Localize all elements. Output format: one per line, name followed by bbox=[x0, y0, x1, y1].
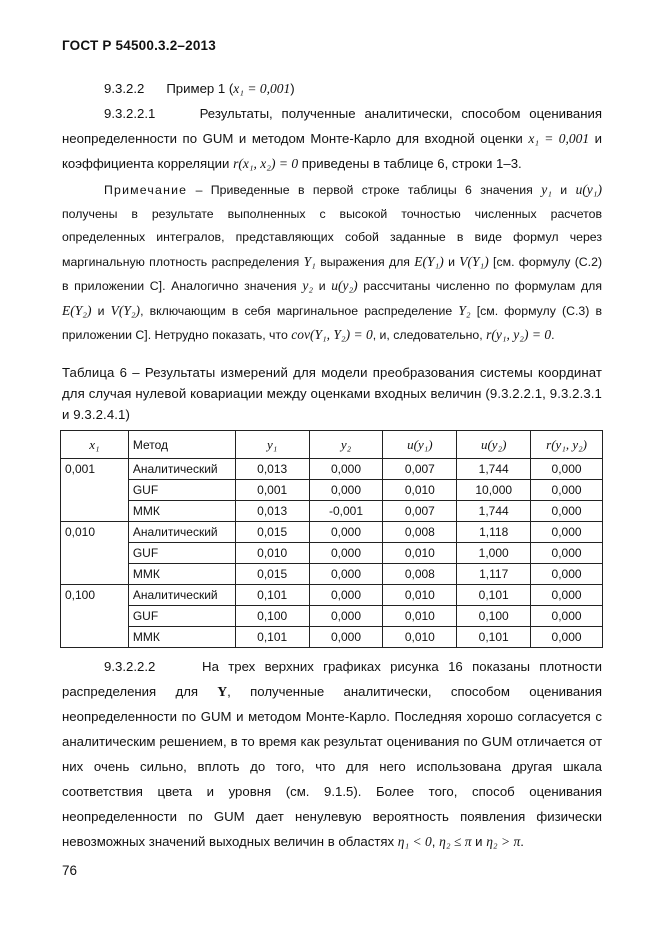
value-cell: 0,101 bbox=[235, 627, 309, 648]
value-cell: 0,008 bbox=[383, 522, 457, 543]
value-cell: 0,000 bbox=[531, 585, 603, 606]
value-cell: 0,010 bbox=[383, 480, 457, 501]
table-row bbox=[61, 543, 603, 564]
table-row bbox=[61, 522, 603, 543]
value-cell: 0,007 bbox=[383, 501, 457, 522]
value-cell: 0,008 bbox=[383, 564, 457, 585]
method-cell: ММК bbox=[128, 501, 235, 522]
column-header-r-y1-y2: r(y₁, y₂) bbox=[531, 431, 603, 459]
value-cell: 0,000 bbox=[309, 585, 383, 606]
section-number: 9.3.2.2.2 bbox=[104, 659, 156, 674]
formula: Y₂ bbox=[458, 302, 471, 318]
value-cell: 0,000 bbox=[531, 564, 603, 585]
paren-close: ) bbox=[290, 81, 295, 96]
formula: y₁ bbox=[541, 182, 552, 197]
value-cell: 0,000 bbox=[309, 480, 383, 501]
text: получены в результате выполненных с высокой точностью численных расчетов определенных интегралов, представляющих собой заданные в виде формул через маргинальную плотность распределения bbox=[62, 206, 602, 269]
formula: V(Y₂) bbox=[110, 302, 141, 318]
formula: u(y₁) bbox=[575, 182, 602, 197]
column-header-u-y2: u(y₂) bbox=[457, 431, 531, 459]
paragraph-example-1 bbox=[62, 76, 602, 101]
formula: r(y₁, y₂) = 0 bbox=[486, 327, 552, 342]
text: и bbox=[97, 303, 105, 318]
paragraph-9-3-2-2-1 bbox=[62, 101, 602, 176]
value-cell: 0,000 bbox=[309, 543, 383, 564]
method-cell: Аналитический bbox=[128, 522, 235, 543]
value-cell: 0,013 bbox=[235, 501, 309, 522]
value-cell: 1,744 bbox=[457, 501, 531, 522]
column-header-y1: y₁ bbox=[235, 431, 309, 459]
value-cell: 0,000 bbox=[531, 606, 603, 627]
value-cell: 0,010 bbox=[383, 627, 457, 648]
method-cell: GUF bbox=[128, 543, 235, 564]
note-label: Примечание bbox=[104, 183, 188, 197]
value-cell: 1,117 bbox=[457, 564, 531, 585]
section-number: 9.3.2.2 bbox=[104, 81, 145, 96]
text: , и, следовательно, bbox=[372, 328, 483, 342]
text: – Приведенные в первой строке таблицы 6 значения bbox=[195, 183, 533, 197]
value-cell: 0,015 bbox=[235, 522, 309, 543]
value-cell: 0,000 bbox=[309, 522, 383, 543]
table-row bbox=[61, 459, 603, 480]
text: и bbox=[318, 279, 326, 293]
formula: Y bbox=[217, 684, 228, 699]
value-cell: 0,000 bbox=[309, 627, 383, 648]
method-cell: ММК bbox=[128, 564, 235, 585]
table-row bbox=[61, 585, 603, 606]
text: , полученные аналитически, способом оценивания неопределенности по GUM и методом Монте-Карло. Последняя хорошо согласуется с аналитическим решением, в то время как результат оценивания по GUM отличается от них очень сильно, вплоть до того, что для него использована другая шкала соответствия цвета и уровня (см. 9.1.5). Более того, способ оценивания неопределенности по GUM дает ненулевую вероятность появления физически невозможных значений выходных величин в областях bbox=[62, 684, 602, 849]
table-row bbox=[61, 480, 603, 501]
formula: V(Y₁) bbox=[459, 253, 489, 269]
text: , включающим в себя маргинальное распределение bbox=[140, 303, 453, 318]
value-cell: 0,007 bbox=[383, 459, 457, 480]
formula: E(Y₂) bbox=[62, 302, 92, 318]
x1-value-cell: 0,001 bbox=[61, 459, 129, 522]
formula: r(x₁, x₂) = 0 bbox=[233, 156, 299, 171]
value-cell: 0,000 bbox=[531, 522, 603, 543]
value-cell: 0,000 bbox=[309, 564, 383, 585]
standard-header: ГОСТ Р 54500.3.2–2013 bbox=[62, 38, 216, 53]
text: и bbox=[448, 254, 455, 269]
value-cell: 0,010 bbox=[383, 585, 457, 606]
page-number: 76 bbox=[62, 863, 78, 878]
value-cell: 0,101 bbox=[457, 627, 531, 648]
value-cell: 0,101 bbox=[235, 585, 309, 606]
column-header-x1: x₁ bbox=[61, 431, 129, 459]
text: [см. формулу (С.3) в приложении С]. Нетрудно показать, что bbox=[62, 303, 603, 342]
value-cell: 1,118 bbox=[457, 522, 531, 543]
method-cell: Аналитический bbox=[128, 585, 235, 606]
value-cell: 0,010 bbox=[235, 543, 309, 564]
value-cell: 0,000 bbox=[531, 627, 603, 648]
text: [см. формулу (С.2) в приложении С]. Аналогично значения bbox=[62, 254, 603, 293]
text: . bbox=[520, 834, 524, 849]
table-row bbox=[61, 564, 603, 585]
text: выражения для bbox=[320, 254, 410, 269]
text: рассчитаны численно по формулам для bbox=[363, 279, 603, 293]
value-cell: 0,100 bbox=[235, 606, 309, 627]
value-cell: 0,000 bbox=[309, 606, 383, 627]
text: На трех верхних графиках рисунка 16 показаны плотности распределения для bbox=[62, 659, 602, 699]
text: и bbox=[560, 183, 568, 197]
column-header-u-y1: u(y₁) bbox=[383, 431, 457, 459]
x1-value-cell: 0,010 bbox=[61, 522, 129, 585]
value-cell: 10,000 bbox=[457, 480, 531, 501]
table-row bbox=[61, 627, 603, 648]
method-cell: Аналитический bbox=[128, 459, 235, 480]
results-table bbox=[60, 430, 603, 648]
method-cell: GUF bbox=[128, 480, 235, 501]
paragraph-9-3-2-2-2 bbox=[62, 654, 602, 854]
value-cell: 0,001 bbox=[235, 480, 309, 501]
formula: x₁ = 0,001 bbox=[233, 81, 291, 96]
x1-value-cell: 0,100 bbox=[61, 585, 129, 648]
text: . bbox=[551, 328, 555, 342]
text: приведены в таблице 6, строки 1–3. bbox=[301, 156, 522, 171]
value-cell: 0,010 bbox=[383, 606, 457, 627]
method-cell: ММК bbox=[128, 627, 235, 648]
value-cell: 0,100 bbox=[457, 606, 531, 627]
value-cell: 0,015 bbox=[235, 564, 309, 585]
formula: Y₁ bbox=[303, 253, 316, 269]
value-cell: 0,000 bbox=[531, 543, 603, 564]
formula: η₂ ≤ π bbox=[439, 834, 472, 849]
text: Результаты, полученные аналитически, способом оценивания неопределенности по GUM и методом Монте-Карло для входной оценки bbox=[62, 106, 602, 146]
text: и bbox=[475, 834, 483, 849]
value-cell: 0,000 bbox=[531, 480, 603, 501]
table-caption: Таблица 6 – Результаты измерений для модели преобразования системы координат для случая нулевой ковариации между оценками входных величин (9.3.2.2.1, 9.3.2.3.1 и 9.3.2.4.1) bbox=[62, 365, 602, 422]
table-row bbox=[61, 606, 603, 627]
value-cell: 0,101 bbox=[457, 585, 531, 606]
value-cell: 0,013 bbox=[235, 459, 309, 480]
value-cell: 0,010 bbox=[383, 543, 457, 564]
formula: x₁ = 0,001 bbox=[528, 131, 590, 146]
formula: η₂ > π bbox=[486, 834, 521, 849]
formula: cov(Y₁, Y₂) = 0 bbox=[291, 327, 373, 342]
formula: u(y₂) bbox=[331, 278, 358, 293]
value-cell: 0,000 bbox=[531, 501, 603, 522]
formula: y₂ bbox=[302, 278, 314, 293]
table-header-row bbox=[61, 431, 603, 459]
column-header-y2: y₂ bbox=[309, 431, 383, 459]
value-cell: 0,000 bbox=[309, 459, 383, 480]
value-cell: 0,000 bbox=[531, 459, 603, 480]
value-cell: -0,001 bbox=[309, 501, 383, 522]
example-label: Пример 1 ( bbox=[166, 81, 234, 96]
table-row bbox=[61, 501, 603, 522]
note-paragraph bbox=[62, 178, 602, 348]
formula: η₁ < 0 bbox=[397, 834, 432, 849]
method-cell: GUF bbox=[128, 606, 235, 627]
text: , bbox=[431, 834, 436, 849]
section-number: 9.3.2.2.1 bbox=[104, 106, 156, 121]
value-cell: 1,000 bbox=[457, 543, 531, 564]
formula: E(Y₁) bbox=[414, 253, 444, 269]
value-cell: 1,744 bbox=[457, 459, 531, 480]
column-header-method: Метод bbox=[128, 431, 235, 459]
text: и коэффициента корреляции bbox=[62, 131, 603, 171]
